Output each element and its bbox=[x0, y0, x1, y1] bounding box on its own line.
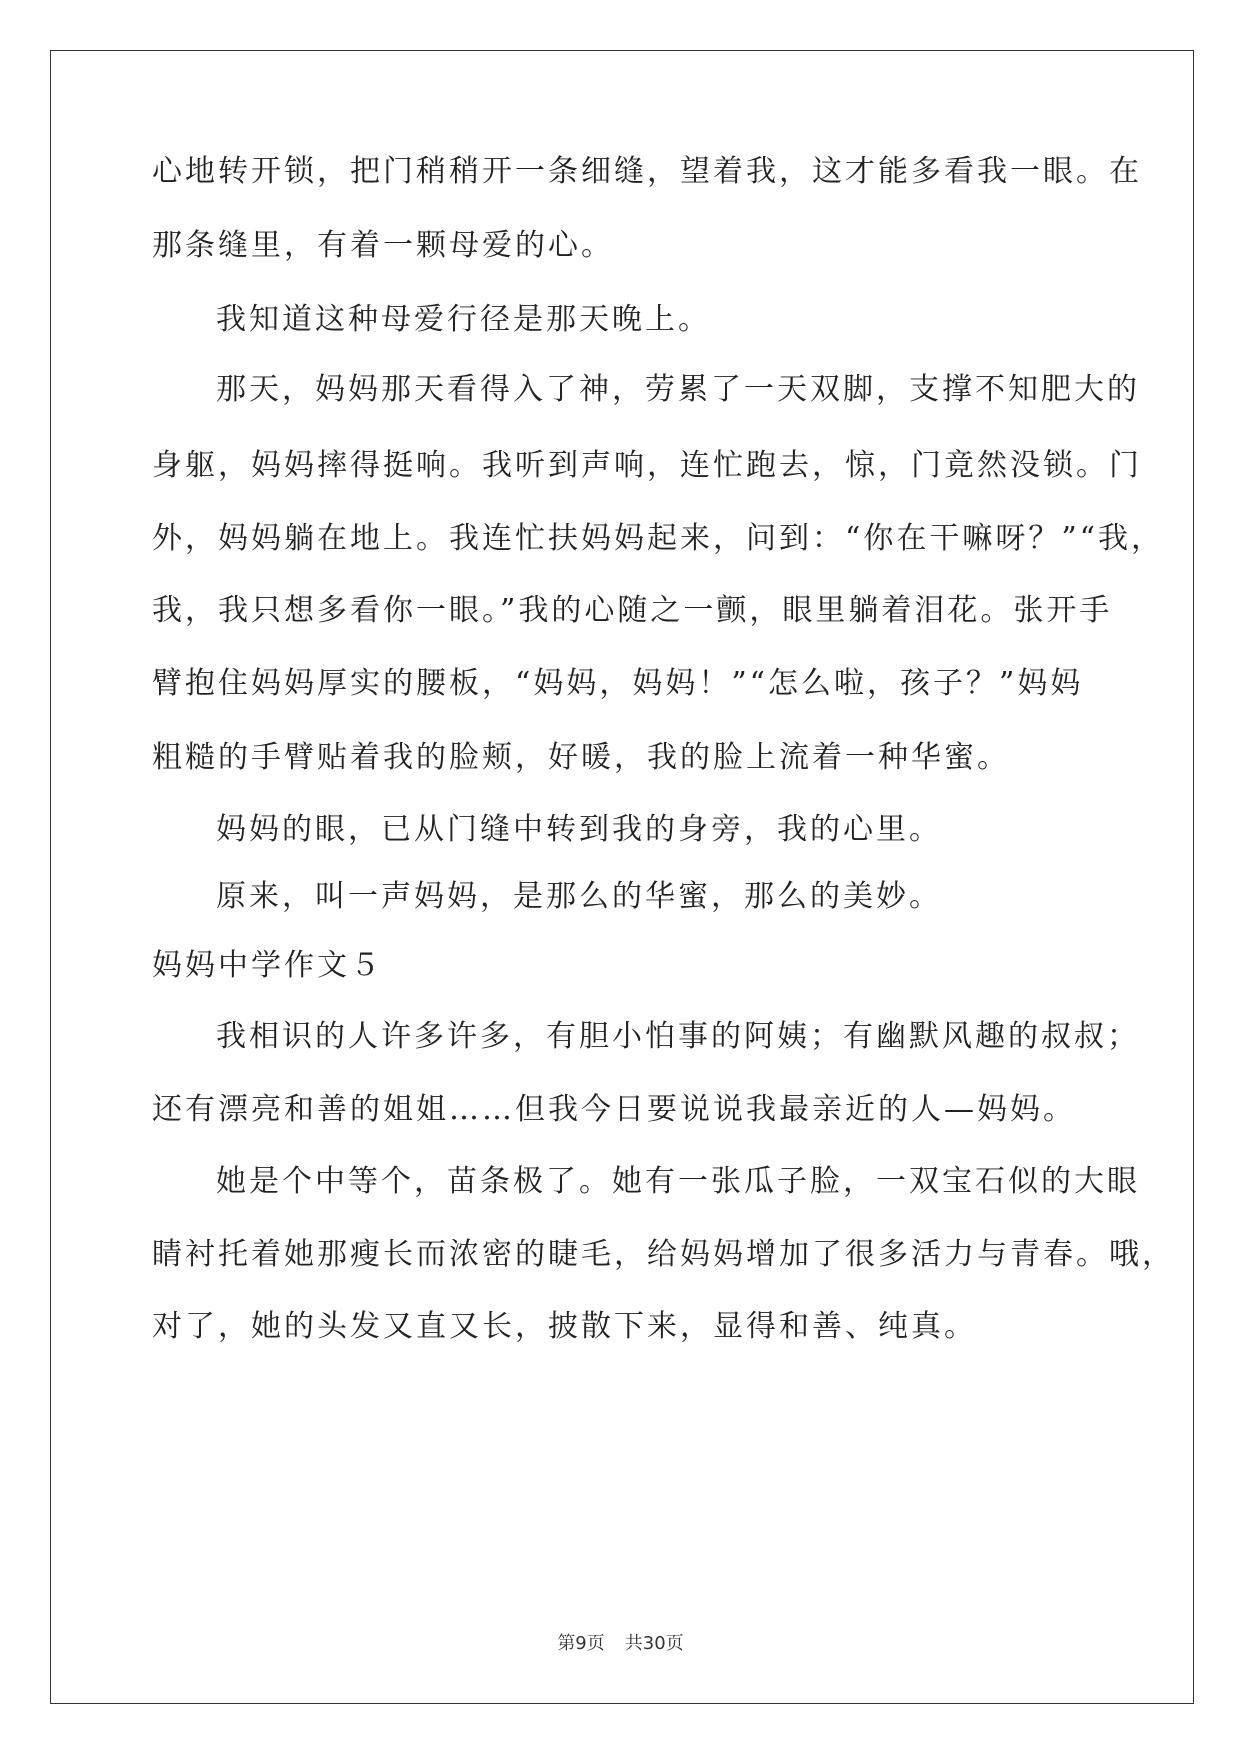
section-heading: 妈妈中学作文５ bbox=[152, 948, 383, 983]
text-line-8: 臂抱住妈妈厚实的腰板，“妈妈，妈妈！”“怎么啦，孩子？”妈妈 bbox=[152, 666, 1084, 701]
page-number: 第9页 bbox=[557, 1633, 605, 1654]
text-line-6: 外，妈妈躺在地上。我连忙扶妈妈起来，问到：“你在干嘛呀？”“我， bbox=[152, 521, 1165, 556]
text-line-7: 我，我只想多看你一眼。”我的心随之一颤，眼里躺着泪花。张开手 bbox=[152, 593, 1113, 628]
text-line-13: 我相识的人许多许多，有胆小怕事的阿姨；有幽默风趣的叔叔； bbox=[216, 1019, 1140, 1054]
text-line-16: 睛衬托着她那瘦长而浓密的睫毛，给妈妈增加了很多活力与青春。哦， bbox=[152, 1237, 1175, 1272]
text-line-15: 她是个中等个，苗条极了。她有一张瓜子脸，一双宝石似的大眼 bbox=[216, 1164, 1140, 1199]
text-line-5: 身躯，妈妈摔得挺响。我听到声响，连忙跑去，惊，门竟然没锁。门 bbox=[152, 448, 1142, 483]
text-line-2: 那条缝里，有着一颗母爱的心。 bbox=[152, 228, 614, 263]
text-line-3: 我知道这种母爱行径是那天晚上。 bbox=[216, 302, 711, 337]
text-line-9: 粗糙的手臂贴着我的脸颊，好暖，我的脸上流着一种华蜜。 bbox=[152, 740, 1010, 775]
text-line-17: 对了，她的头发又直又长，披散下来，显得和善、纯真。 bbox=[152, 1309, 977, 1344]
text-line-11: 原来，叫一声妈妈，是那么的华蜜，那么的美妙。 bbox=[216, 879, 942, 914]
page-total: 共30页 bbox=[624, 1633, 684, 1654]
text-line-10: 妈妈的眼，已从门缝中转到我的身旁，我的心里。 bbox=[216, 812, 942, 847]
text-line-1: 心地转开锁，把门稍稍开一条细缝，望着我，这才能多看我一眼。在 bbox=[152, 154, 1142, 189]
text-line-4: 那天，妈妈那天看得入了神，劳累了一天双脚，支撑不知肥大的 bbox=[216, 372, 1140, 407]
page-footer bbox=[0, 1632, 1241, 1656]
text-line-14: 还有漂亮和善的姐姐……但我今日要说说我最亲近的人—妈妈。 bbox=[152, 1092, 1076, 1127]
